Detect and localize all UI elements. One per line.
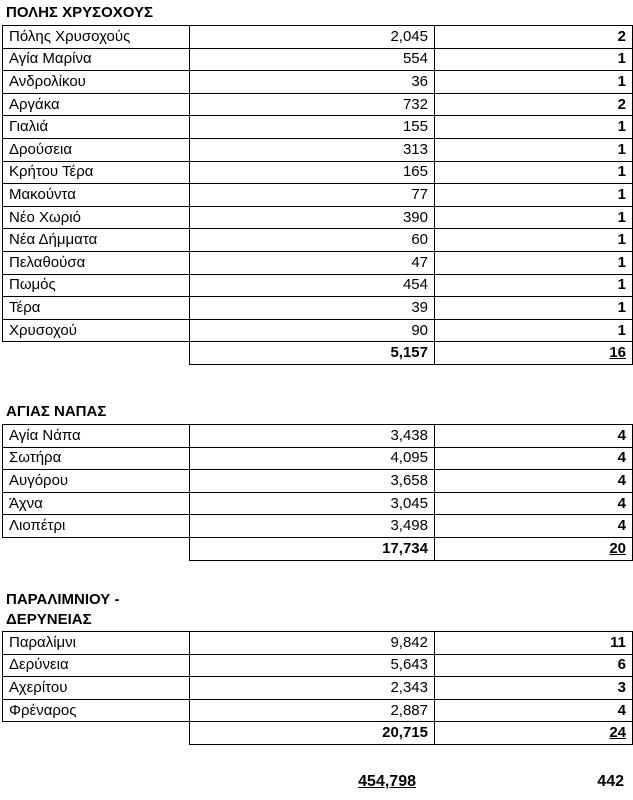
row-name: Γιαλιά	[3, 116, 190, 139]
row-population: 39	[190, 297, 435, 320]
row-seats: 1	[435, 138, 633, 161]
total-seats: 16	[435, 342, 633, 365]
row-seats: 3	[435, 677, 633, 700]
row-name: Νέα Δήμματα	[3, 229, 190, 252]
row-name: Πόλης Χρυσοχούς	[3, 26, 190, 49]
row-name: Τέρα	[3, 297, 190, 320]
table-row	[3, 274, 633, 297]
table-row	[3, 251, 633, 274]
row-name: Ανδρολίκου	[3, 71, 190, 94]
total-row-spacer	[3, 342, 190, 365]
row-population: 90	[190, 319, 435, 342]
row-seats: 1	[435, 319, 633, 342]
row-name: Νέο Χωριό	[3, 206, 190, 229]
row-seats: 6	[435, 654, 633, 677]
row-seats: 11	[435, 632, 633, 655]
row-population: 554	[190, 48, 435, 71]
row-name: Λιοπέτρι	[3, 515, 190, 538]
row-name: Πωμός	[3, 274, 190, 297]
municipality-table	[2, 631, 633, 745]
section-title	[6, 3, 153, 23]
total-population: 17,734	[190, 537, 435, 560]
table-row	[3, 654, 633, 677]
row-population: 3,498	[190, 515, 435, 538]
row-name: Χρυσοχού	[3, 319, 190, 342]
row-population: 36	[190, 71, 435, 94]
row-population: 165	[190, 161, 435, 184]
table-row	[3, 677, 633, 700]
row-seats: 4	[435, 425, 633, 448]
total-population: 5,157	[190, 342, 435, 365]
row-seats: 4	[435, 699, 633, 722]
row-name: Άχνα	[3, 492, 190, 515]
table-row	[3, 26, 633, 49]
row-population: 5,643	[190, 654, 435, 677]
row-population: 47	[190, 251, 435, 274]
row-name: Αχερίτου	[3, 677, 190, 700]
table-row	[3, 71, 633, 94]
row-population: 732	[190, 93, 435, 116]
section-title	[6, 590, 119, 630]
total-row-spacer	[3, 722, 190, 745]
total-row	[3, 722, 633, 745]
table-row	[3, 229, 633, 252]
municipality-table	[2, 25, 633, 365]
row-seats: 1	[435, 184, 633, 207]
row-population: 2,887	[190, 699, 435, 722]
total-population: 20,715	[190, 722, 435, 745]
table-row	[3, 492, 633, 515]
row-population: 9,842	[190, 632, 435, 655]
table-row	[3, 297, 633, 320]
section-title-line: ΠΟΛΗΣ ΧΡΥΣΟΧΟΥΣ	[6, 4, 154, 21]
row-population: 77	[190, 184, 435, 207]
total-row	[3, 342, 633, 365]
section-title-line: ΑΓΙΑΣ ΝΑΠΑΣ	[6, 403, 107, 420]
table-row	[3, 184, 633, 207]
row-population: 390	[190, 206, 435, 229]
row-name: Δερύνεια	[3, 654, 190, 677]
table-row	[3, 699, 633, 722]
row-seats: 1	[435, 48, 633, 71]
table-row	[3, 161, 633, 184]
section-title	[6, 402, 106, 422]
table-row	[3, 93, 633, 116]
total-seats: 20	[435, 537, 633, 560]
row-population: 454	[190, 274, 435, 297]
row-name: Αγία Μαρίνα	[3, 48, 190, 71]
grand-total-population: 454,798	[358, 773, 416, 790]
section-title-line: ΔΕΡΥΝΕΙΑΣ	[6, 611, 92, 628]
row-seats: 1	[435, 206, 633, 229]
row-population: 3,658	[190, 470, 435, 493]
row-population: 2,045	[190, 26, 435, 49]
row-seats: 1	[435, 71, 633, 94]
grand-total-seats: 442	[597, 773, 624, 790]
table-row	[3, 515, 633, 538]
row-seats: 4	[435, 515, 633, 538]
row-population: 60	[190, 229, 435, 252]
row-name: Παραλίμνι	[3, 632, 190, 655]
municipality-table	[2, 424, 633, 561]
row-seats: 1	[435, 251, 633, 274]
row-name: Πελαθούσα	[3, 251, 190, 274]
table-row	[3, 447, 633, 470]
row-population: 313	[190, 138, 435, 161]
row-population: 3,438	[190, 425, 435, 448]
table-row	[3, 425, 633, 448]
row-name: Αργάκα	[3, 93, 190, 116]
table-row	[3, 48, 633, 71]
row-name: Αγία Νάπα	[3, 425, 190, 448]
row-population: 155	[190, 116, 435, 139]
row-seats: 4	[435, 470, 633, 493]
row-seats: 4	[435, 492, 633, 515]
total-row-spacer	[3, 537, 190, 560]
row-population: 4,095	[190, 447, 435, 470]
table-row	[3, 116, 633, 139]
row-name: Μακούντα	[3, 184, 190, 207]
row-population: 3,045	[190, 492, 435, 515]
row-name: Δρούσεια	[3, 138, 190, 161]
table-row	[3, 319, 633, 342]
row-seats: 1	[435, 229, 633, 252]
section-title-line: ΠΑΡΑΛΙΜΝΙΟΥ -	[6, 591, 120, 608]
table-row	[3, 206, 633, 229]
row-name: Σωτήρα	[3, 447, 190, 470]
row-name: Φρέναρος	[3, 699, 190, 722]
row-seats: 2	[435, 93, 633, 116]
row-seats: 2	[435, 26, 633, 49]
row-seats: 1	[435, 297, 633, 320]
table-row	[3, 470, 633, 493]
row-name: Κρήτου Τέρα	[3, 161, 190, 184]
row-seats: 1	[435, 274, 633, 297]
table-row	[3, 632, 633, 655]
row-seats: 1	[435, 116, 633, 139]
row-name: Αυγόρου	[3, 470, 190, 493]
row-population: 2,343	[190, 677, 435, 700]
table-row	[3, 138, 633, 161]
row-seats: 4	[435, 447, 633, 470]
row-seats: 1	[435, 161, 633, 184]
total-row	[3, 537, 633, 560]
total-seats: 24	[435, 722, 633, 745]
